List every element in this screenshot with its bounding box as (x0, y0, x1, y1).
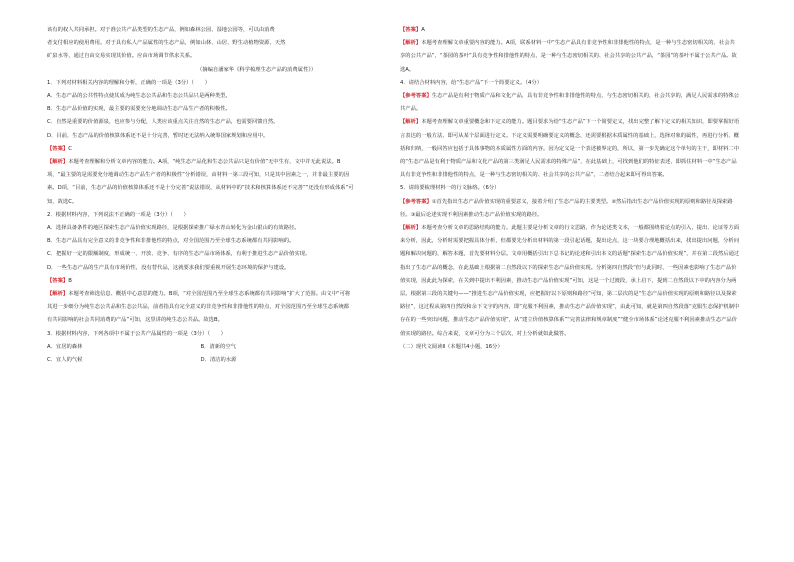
q1-option-a: A．生态产品的公共性特点使其成为纯生态公共品和生态公共品只是两种类型。 (47, 93, 231, 100)
analysis-text: 本题考查理解文章重要内容的能力。A项，联系材料一中“生态产品具有非竞争性和非排他性的特点，是一种与生态密切相关的、社会共享的公共产品”，“茶园的茶叶”具有竞争性和排他性的特点，是一种与生态密切相关的、社会共享的公共产品，“茶园”的茶叶不属于公共产品。故选A。 (400, 40, 737, 73)
q2-analysis (47, 288, 354, 328)
q1-option-b: B．生态产品价值的实现，最主要的需要充分地调动生态产品生产者的积极性。 (47, 106, 231, 113)
q5-reference-answer (400, 196, 740, 222)
q2-option-c: C．把握好一定的限额制度，形成统一、开放、竞争、有序的生态产品市场体系，有利于推进生态产品价值实现。 (47, 251, 311, 258)
q1-option-c: C．自然是重要的价值源泉，也应参与分配，人类应该重点关注自然的生态产品，也需要回馈自然。 (47, 119, 279, 126)
analysis-label: 【解析】 (400, 225, 422, 232)
q4-analysis (400, 116, 740, 182)
analysis-label: 【解析】 (47, 159, 69, 166)
question-4-stem: 4．请结合材料内容，给“生态产品”下一个简要定义。（4分） (400, 79, 543, 86)
answer-label: 【答案】 (47, 277, 69, 284)
intro-line: 该有的权人共同承担。对于准公共产品类型的生态产品，例如森林公园、湿地公园等，可以由消费 (47, 27, 275, 33)
q3-option-d: D．清洁的水源 (200, 357, 237, 364)
question-2-stem: 2．根据材料内容，下列说法不正确的一项是（3分）（ ） (47, 211, 189, 218)
q3-option-c: C．宜人的气候 (47, 357, 83, 364)
reference-label: 【参考答案】 (400, 198, 432, 205)
analysis-text: 本题考查理解文章重要概念和下定义的能力。题目要求为给“生态产品”下一个简要定义，找出完整了解下定义的相关知识，即要掌握好语言表达的一般方法，即可从某个层面进行定义。下定义需要明确要定义的概念，还需要根据本质属性的基础上，选择对象的属性，再进行分析、概括和归纳，一般回答应包括于具体事物的本质属性方面的内容。因为定义是一个表述被界定的，所以，第一步先确定这个单句的主干，即材料二中的“生态产品是有利于物质产品和文化产品的第三类满足人民需求的特殊产品”，在此基础上，可找到他们的特征表述，即抓住材料一中“生态产品具有非竞争性和非排他性的特点，是一种与生态密切相关的、社会共享的公共产品”，二者结合起来即可得出答案。 (400, 119, 740, 179)
answer-label: 【答案】 (400, 27, 422, 33)
question-1-stem: 1．下列对材料相关内容的理解和分析，正确的一项是（3分）（ ） (47, 79, 210, 86)
analysis-label: 【解析】 (400, 119, 422, 126)
question-5-stem: 5．请简要梳理材料一的行文脉络。（6分） (400, 185, 500, 192)
analysis-label: 【解析】 (400, 40, 422, 47)
q1-option-d: D．目前，生态产品的价值核算体系还不是十分完善，暂时还无法纳入统筹国家规划和应用中。 (47, 132, 269, 139)
intro-line: 矿泉水等，通过自由交易实现其价值。应由市场调节供求关系。 (47, 53, 196, 60)
intro-line: 者支付相应的使用费用。对于具有私人产品属性的生态产品，例如山林、山居、野生动植物资源、天然 (47, 40, 286, 47)
answer-value: A (421, 27, 425, 33)
q3-answer (400, 24, 740, 37)
q2-option-a: A．选择具备条件的地区探索生态产品价值实现路径，是根据探索推广绿水青山转化为金山银山的有效路径。 (47, 225, 300, 232)
reference-text: 生态产品是有利于物质产品和文化产品，具有非竞争性和非排他性的特点，与生态密切相关的，社会共享的，满足人民需求的特殊公共产品。 (400, 93, 740, 113)
q5-analysis (400, 222, 740, 341)
analysis-label: 【解析】 (47, 291, 69, 298)
q3-options-row-2 (47, 354, 354, 367)
left-column (47, 24, 354, 367)
q3-analysis (400, 37, 740, 77)
question-3-stem: 3．根据材料内容，下列各项中不属于公共产品属性的一项是（3分）（ ） (47, 330, 226, 337)
q3-option-b: B．清新的空气 (200, 343, 236, 350)
q2-option-d: D．一些生态产品的生产具有市场价性，没有替代品，这就要求我们要重视开展生态环境的保护与建设。 (47, 264, 290, 271)
analysis-text: 本题考查分析文章的思路结构的能力。此题主要是分析文章的行文思路，作为论述类文本，一般都围绕着论点的引入，提出、论证等方面来分析，因此，分析时需要把握具体分析，但都要先分析出材料的第一段引起话题，提出论点，这一块要合理地概括出来，找出提出问题，分析问题和解决问题的，解答本题，首先要材料分层。文章用概括引出下总书记的论述和引出本文的话题“探索生态产品价值实现”，并在第二段然后通过指出了生态产品的概念，在此基础上根据第二自然段以下的探索生态产品价值实现。分析第四自然段“但与此同时，一些因素也影响了生态产品价值实现，因此此为探索，在关到中提出不利因素，推动生态产品价值实现”可知，这是一个过渡段，承上启下，提到二自然段以下中的内容分为两层。根据第三段的关键句——“推进生态产品价值实现，应把握好以下原则和路径”可知，第二层次的是“生态产品价值实现的原则和路径以及探索路径”，这过程从第四自然段和余下文字的内容，即“克服不利因素，推动生态产品价值实现”，由此可知，就是第四自然段落“克服生态保护机制中存在的一些突出问题，推动生态产品价值实现”，从“建立价值核算体系”“完善法律和规章制度”“健全市场体系”论述克服不利因素推动生态产品价值实现的路径。综合来说，文章可分为三个层次，对上分析就如此做答。 (400, 225, 740, 337)
q3-options-row-1 (47, 341, 354, 354)
analysis-text: 本题考查筛选信息、概括中心意思的能力。B项，“对全国范围乃至全球生态系统都有共同影响”扩大了范围。由文中“可将其进一步细分为纯生态公共品和生态公共品，前者指具有完全意义的非竞争性和非排他性的特点，对全国范围乃至全球生态系统都有共同影响的社会共同消费的产品”可知，这里讲的纯生态公共品。故选B。 (47, 291, 351, 324)
section-heading: （二）现代文阅读Ⅱ（本题共4小题，16分） (400, 343, 503, 350)
q1-answer (47, 143, 354, 156)
reference-text: ①首先指出生态产品价值实现的重要意义，接着介绍了生态产品的主要类型。②然后指出生态产品价值实现的原则和路径及探索路径。③最后论述实现不利因素推动生态产品价值实现的路径。 (400, 198, 733, 218)
intro-passage (47, 24, 354, 64)
reference-label: 【参考答案】 (400, 93, 432, 100)
q2-answer (47, 275, 354, 288)
q2-option-b: B．生态产品具有完全意义的非竞争性和非排他性的特点，对全国范围乃至全球生态系统都有共同影响的。 (47, 238, 295, 245)
answer-value: B (68, 277, 72, 284)
answer-label: 【答案】 (47, 145, 69, 152)
q3-option-a: A．宜居的森林 (47, 343, 83, 350)
analysis-text: 本题考查理解和分析文章内容的能力。A项，“纯生态产品化和生态公共品只是有价值”无中生有，文中并无此说法。B项，“最主要的是需要充分地调动生态产品生产者的积极性”分析错误，由材料一第三段可知，只是其中因素之一，并非最主要的因素。D项，“目前，生态产品的价值核算体系还不是十分完善”说法错误，从材料中的“技术和核算体系还不完善”“还没有形成体系”可知，故选C。 (47, 159, 354, 205)
answer-value: C (68, 145, 72, 152)
q4-reference-answer (400, 90, 740, 116)
right-column (400, 24, 740, 354)
source-citation: （摘编自潘家华《科学梳理生态产品的消费属性》） (197, 66, 317, 73)
q1-analysis (47, 156, 354, 209)
